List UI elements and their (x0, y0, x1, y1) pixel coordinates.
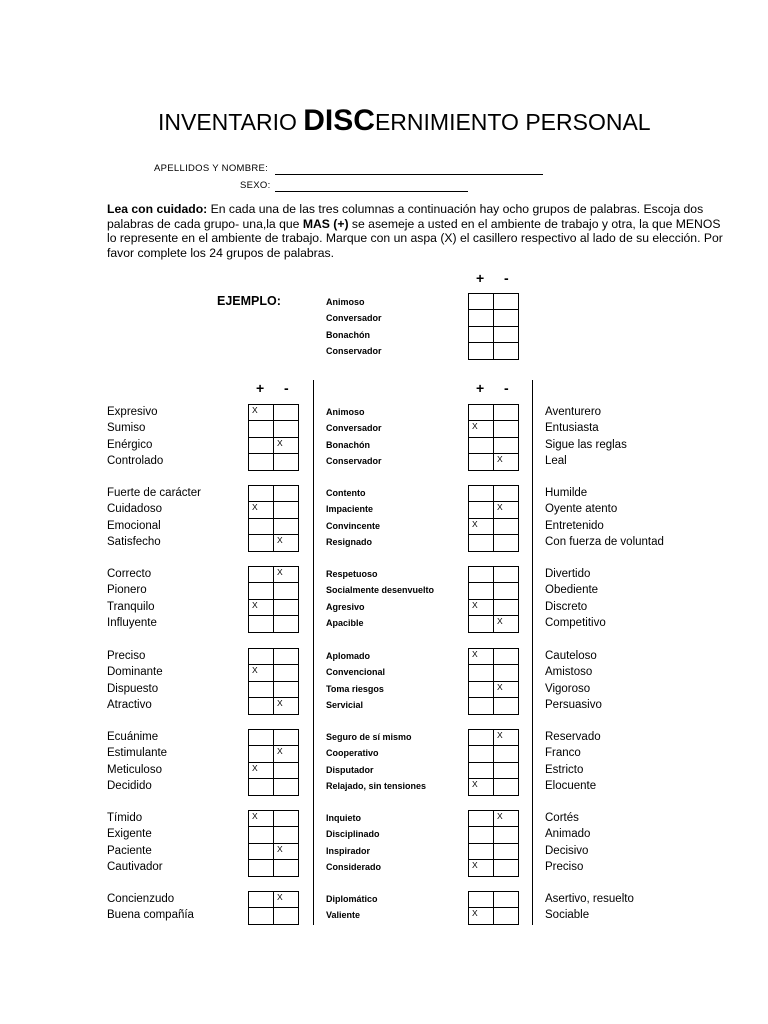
checkbox-row (469, 518, 519, 534)
checkbox-row (249, 454, 299, 470)
col3-word: Oyente atento (545, 503, 618, 516)
plus-checkbox[interactable] (469, 583, 494, 599)
col2-checkbox-grid[interactable] (468, 566, 519, 633)
minus-checkbox[interactable] (494, 892, 519, 908)
col1-word: Concienzudo (107, 893, 175, 905)
instructions (107, 202, 768, 260)
plus-checkbox[interactable] (469, 762, 494, 778)
minus-checkbox[interactable] (274, 405, 299, 421)
checkbox-row (249, 762, 299, 778)
col1-word: Cautivador (107, 861, 163, 874)
minus-checkbox[interactable] (274, 860, 299, 876)
col2-word: Aplomado (326, 651, 370, 661)
col2-minus-header: - (504, 380, 509, 396)
minus-checkbox[interactable] (494, 779, 519, 795)
minus-checkbox[interactable]: X (494, 616, 519, 632)
col1-word: Meticuloso (107, 763, 162, 776)
col2-word: Conversador (326, 423, 382, 434)
column-divider-2 (532, 380, 533, 925)
col1-word: Pionero (107, 584, 147, 597)
col1-word: Paciente (107, 844, 152, 857)
col3-word: Divertido (545, 568, 591, 580)
example-minus-header: - (504, 270, 509, 286)
checkbox-row (249, 405, 299, 421)
minus-checkbox[interactable] (494, 294, 519, 310)
checkbox-row (469, 843, 519, 859)
col1-checkbox-grid[interactable] (248, 729, 299, 796)
col2-word: Disciplinado (326, 829, 380, 840)
checkbox-row (469, 599, 519, 615)
plus-checkbox[interactable] (469, 746, 494, 762)
minus-checkbox[interactable] (274, 665, 299, 681)
plus-checkbox[interactable] (249, 892, 274, 908)
minus-checkbox[interactable]: X (494, 730, 519, 746)
plus-checkbox[interactable] (249, 730, 274, 746)
minus-checkbox[interactable] (494, 827, 519, 843)
checkbox-row (249, 860, 299, 876)
plus-checkbox[interactable] (469, 698, 494, 714)
checkbox-row (469, 343, 519, 359)
minus-checkbox[interactable] (494, 599, 519, 615)
plus-checkbox[interactable] (249, 649, 274, 665)
col2-word: Respetuoso (326, 569, 378, 579)
col1-word: Expresivo (107, 406, 158, 418)
col3-word: Franco (545, 747, 581, 760)
col3-word: Cortés (545, 812, 579, 824)
checkbox-row (249, 665, 299, 681)
checkbox-row (469, 665, 519, 681)
plus-checkbox[interactable] (249, 746, 274, 762)
minus-checkbox[interactable] (494, 843, 519, 859)
checkbox-row (469, 779, 519, 795)
plus-checkbox[interactable]: X (469, 649, 494, 665)
col2-plus-header: + (476, 380, 485, 396)
col1-checkbox-grid[interactable] (248, 648, 299, 715)
col3-word: Entusiasta (545, 422, 599, 435)
col1-word: Sumiso (107, 422, 146, 435)
minus-checkbox[interactable] (274, 811, 299, 827)
minus-checkbox[interactable] (274, 908, 299, 924)
minus-checkbox[interactable] (494, 518, 519, 534)
minus-checkbox[interactable] (494, 486, 519, 502)
plus-checkbox[interactable] (249, 779, 274, 795)
col1-word: Correcto (107, 568, 152, 580)
col2-word: Impaciente (326, 504, 374, 515)
col3-word: Reservado (545, 731, 601, 743)
instructions-line1: En cada una de las tres columnas a continuación hay ocho grupos de palabras. Escoja dos (207, 202, 704, 216)
col3-word: Con fuerza de voluntad (545, 536, 664, 549)
minus-checkbox[interactable] (494, 665, 519, 681)
minus-checkbox[interactable]: X (274, 892, 299, 908)
plus-checkbox[interactable] (249, 616, 274, 632)
checkbox-row (469, 698, 519, 714)
col2-checkbox-grid[interactable] (468, 485, 519, 552)
checkbox-row (249, 502, 299, 518)
checkbox-row (469, 437, 519, 453)
col2-word: Diplomático (326, 894, 378, 904)
checkbox-row (249, 567, 299, 583)
instructions-line4: favor complete los 24 grupos de palabras. (107, 245, 334, 260)
checkbox-row (469, 486, 519, 502)
plus-checkbox[interactable] (469, 827, 494, 843)
col3-word: Animado (545, 828, 591, 841)
minus-checkbox[interactable] (274, 486, 299, 502)
col2-word: Convincente (326, 520, 381, 531)
checkbox-row (469, 827, 519, 843)
plus-checkbox[interactable] (469, 567, 494, 583)
col2-word: Inspirador (326, 845, 371, 856)
col1-word: Preciso (107, 650, 146, 662)
checkbox-row (469, 294, 519, 310)
plus-checkbox[interactable] (469, 535, 494, 551)
minus-checkbox[interactable] (494, 649, 519, 665)
col1-minus-header: - (284, 380, 289, 396)
col1-checkbox-grid[interactable] (248, 891, 299, 925)
col3-word: Persuasivo (545, 699, 602, 712)
checkbox-row (469, 616, 519, 632)
col2-word: Bonachón (326, 439, 370, 450)
example-word: Animoso (326, 297, 365, 307)
col2-word: Animoso (326, 407, 365, 417)
plus-checkbox[interactable] (249, 908, 274, 924)
checkbox-row (469, 811, 519, 827)
minus-checkbox[interactable] (494, 762, 519, 778)
plus-checkbox[interactable] (469, 294, 494, 310)
checkbox-row (249, 583, 299, 599)
col2-checkbox-grid[interactable] (468, 891, 519, 925)
minus-checkbox[interactable] (494, 421, 519, 437)
checkbox-row (469, 762, 519, 778)
checkbox-row (249, 827, 299, 843)
col1-word: Satisfecho (107, 536, 161, 549)
checkbox-row (249, 892, 299, 908)
plus-checkbox[interactable] (469, 486, 494, 502)
col2-word: Disputador (326, 764, 374, 775)
minus-checkbox[interactable]: X (494, 811, 519, 827)
col2-word: Resignado (326, 537, 373, 548)
instructions-line2-pre: palabras de cada grupo- una,la que (107, 216, 303, 231)
minus-checkbox[interactable] (274, 730, 299, 746)
checkbox-row (249, 698, 299, 714)
checkbox-row (469, 405, 519, 421)
checkbox-row (249, 649, 299, 665)
plus-checkbox[interactable]: X (469, 779, 494, 795)
example-plus-header: + (476, 270, 485, 286)
minus-checkbox[interactable] (274, 454, 299, 470)
title-disc: DISC (303, 104, 375, 137)
minus-checkbox[interactable] (494, 326, 519, 342)
plus-checkbox[interactable] (469, 616, 494, 632)
col1-word: Dominante (107, 666, 163, 679)
checkbox-row (249, 746, 299, 762)
plus-checkbox[interactable] (469, 502, 494, 518)
instructions-line2-post: se asemeje a usted en el ambiente de trabajo y otra, la que MENOS (348, 216, 721, 231)
minus-checkbox[interactable] (274, 421, 299, 437)
minus-checkbox[interactable] (494, 405, 519, 421)
plus-checkbox[interactable]: X (249, 762, 274, 778)
col1-word: Controlado (107, 455, 164, 468)
checkbox-row (469, 326, 519, 342)
instructions-line3: lo represente en el ambiente de trabajo. Marque con un aspa (X) el casillero respectivo al lado de su elección. Por (107, 231, 723, 245)
checkbox-row (249, 599, 299, 615)
col2-checkbox-grid[interactable] (468, 729, 519, 796)
col1-plus-header: + (256, 380, 265, 396)
col3-word: Competitivo (545, 617, 606, 630)
col1-word: Enérgico (107, 438, 153, 451)
minus-checkbox[interactable]: X (274, 843, 299, 859)
col2-word: Seguro de sí mismo (326, 732, 412, 742)
plus-checkbox[interactable] (469, 665, 494, 681)
checkbox-row (469, 892, 519, 908)
minus-checkbox[interactable] (494, 746, 519, 762)
col1-word: Cuidadoso (107, 503, 162, 516)
checkbox-row (469, 681, 519, 697)
col2-word: Servicial (326, 700, 364, 711)
col2-word: Agresivo (326, 601, 365, 612)
minus-checkbox[interactable]: X (274, 437, 299, 453)
plus-checkbox[interactable] (469, 310, 494, 326)
col1-word: Ecuánime (107, 731, 159, 743)
col2-word: Apacible (326, 618, 364, 629)
checkbox-row (249, 518, 299, 534)
plus-checkbox[interactable]: X (469, 908, 494, 924)
plus-checkbox[interactable] (469, 454, 494, 470)
plus-checkbox[interactable] (249, 567, 274, 583)
checkbox-row (249, 535, 299, 551)
checkbox-row (469, 502, 519, 518)
column-divider-1 (313, 380, 314, 925)
checkbox-row (469, 535, 519, 551)
example-word: Bonachón (326, 329, 370, 340)
col2-word: Relajado, sin tensiones (326, 781, 427, 792)
plus-checkbox[interactable] (249, 583, 274, 599)
plus-checkbox[interactable]: X (249, 665, 274, 681)
plus-checkbox[interactable]: X (249, 811, 274, 827)
example-label: EJEMPLO: (217, 294, 281, 308)
checkbox-row (249, 486, 299, 502)
checkbox-row (249, 730, 299, 746)
plus-checkbox[interactable] (249, 843, 274, 859)
col1-word: Atractivo (107, 699, 152, 712)
minus-checkbox[interactable]: X (274, 567, 299, 583)
col1-checkbox-grid[interactable] (248, 404, 299, 471)
title-part1: INVENTARIO (158, 109, 304, 135)
col1-word: Exigente (107, 828, 152, 841)
plus-checkbox[interactable] (249, 437, 274, 453)
col3-word: Sigue las reglas (545, 438, 627, 451)
col3-word: Preciso (545, 861, 584, 874)
checkbox-row (469, 908, 519, 924)
plus-checkbox[interactable]: X (249, 599, 274, 615)
plus-checkbox[interactable] (469, 437, 494, 453)
col3-word: Estricto (545, 763, 584, 776)
plus-checkbox[interactable] (469, 405, 494, 421)
checkbox-row (249, 779, 299, 795)
sexo-label: SEXO: (240, 180, 271, 191)
checkbox-row (469, 860, 519, 876)
minus-checkbox[interactable] (494, 583, 519, 599)
minus-checkbox[interactable]: X (274, 746, 299, 762)
checkbox-row (469, 310, 519, 326)
checkbox-row (469, 746, 519, 762)
checkbox-row (469, 730, 519, 746)
checkbox-row (249, 616, 299, 632)
col3-word: Entretenido (545, 519, 604, 532)
minus-checkbox[interactable] (494, 437, 519, 453)
instructions-bold: Lea con cuidado: (107, 202, 208, 216)
minus-checkbox[interactable] (274, 827, 299, 843)
plus-checkbox[interactable] (249, 681, 274, 697)
plus-checkbox[interactable]: X (469, 518, 494, 534)
plus-checkbox[interactable] (469, 681, 494, 697)
checkbox-row (249, 811, 299, 827)
col2-word: Valiente (326, 910, 361, 921)
plus-checkbox[interactable] (469, 892, 494, 908)
col1-checkbox-grid[interactable] (248, 810, 299, 877)
col1-word: Dispuesto (107, 682, 159, 695)
example-word: Conservador (326, 346, 382, 357)
plus-checkbox[interactable]: X (469, 860, 494, 876)
plus-checkbox[interactable]: X (469, 421, 494, 437)
col1-word: Decidido (107, 780, 152, 793)
minus-checkbox[interactable] (274, 518, 299, 534)
plus-checkbox[interactable]: X (249, 405, 274, 421)
plus-checkbox[interactable] (469, 343, 494, 359)
col3-word: Decisivo (545, 844, 589, 857)
col3-word: Amistoso (545, 666, 593, 679)
col1-checkbox-grid[interactable] (248, 485, 299, 552)
plus-checkbox[interactable] (469, 730, 494, 746)
minus-checkbox[interactable] (274, 616, 299, 632)
col1-word: Fuerte de carácter (107, 487, 201, 499)
minus-checkbox[interactable]: X (494, 454, 519, 470)
minus-checkbox[interactable]: X (494, 502, 519, 518)
title-rest: ERNIMIENTO PERSONAL (374, 109, 651, 135)
col3-word: Humilde (545, 487, 588, 499)
minus-checkbox[interactable]: X (274, 698, 299, 714)
checkbox-row (249, 421, 299, 437)
plus-checkbox[interactable]: X (469, 599, 494, 615)
col2-word: Socialmente desenvuelto (326, 585, 435, 596)
minus-checkbox[interactable] (494, 908, 519, 924)
minus-checkbox[interactable]: X (494, 681, 519, 697)
col2-word: Convencional (326, 667, 386, 678)
example-word: Conversador (326, 313, 382, 324)
col3-word: Sociable (545, 909, 590, 922)
checkbox-row (249, 843, 299, 859)
col1-word: Emocional (107, 519, 161, 532)
checkbox-row (469, 583, 519, 599)
col1-checkbox-grid[interactable] (248, 566, 299, 633)
minus-checkbox[interactable] (274, 583, 299, 599)
minus-checkbox[interactable] (274, 762, 299, 778)
col2-word: Conservador (326, 456, 382, 467)
plus-checkbox[interactable] (249, 518, 274, 534)
col2-checkbox-grid[interactable] (468, 648, 519, 715)
plus-checkbox[interactable]: X (249, 502, 274, 518)
plus-checkbox[interactable] (249, 860, 274, 876)
page-title (158, 104, 768, 138)
col2-word: Contento (326, 488, 366, 498)
minus-checkbox[interactable] (274, 779, 299, 795)
minus-checkbox[interactable] (494, 860, 519, 876)
col1-word: Tímido (107, 812, 143, 824)
checkbox-row (469, 454, 519, 470)
minus-checkbox[interactable] (494, 535, 519, 551)
minus-checkbox[interactable] (494, 567, 519, 583)
minus-checkbox[interactable] (274, 502, 299, 518)
checkbox-row (249, 681, 299, 697)
plus-checkbox[interactable] (249, 454, 274, 470)
plus-checkbox[interactable] (249, 421, 274, 437)
minus-checkbox[interactable] (494, 343, 519, 359)
col1-word: Buena compañía (107, 909, 194, 922)
plus-checkbox[interactable] (469, 326, 494, 342)
col3-word: Discreto (545, 600, 588, 613)
plus-checkbox[interactable] (249, 535, 274, 551)
instructions-mas: MAS (+) (302, 216, 349, 231)
sexo-field[interactable] (275, 191, 468, 192)
col2-word: Inquieto (326, 813, 361, 823)
col3-word: Elocuente (545, 780, 597, 793)
col2-checkbox-grid[interactable] (468, 810, 519, 877)
col1-word: Influyente (107, 617, 157, 630)
minus-checkbox[interactable] (494, 698, 519, 714)
col2-checkbox-grid[interactable] (468, 404, 519, 471)
minus-checkbox[interactable] (274, 649, 299, 665)
col3-word: Asertivo, resuelto (545, 893, 634, 905)
col3-word: Obediente (545, 584, 599, 597)
checkbox-row (249, 437, 299, 453)
col3-word: Cauteloso (545, 650, 597, 662)
minus-checkbox[interactable] (274, 681, 299, 697)
checkbox-row (469, 567, 519, 583)
plus-checkbox[interactable] (469, 811, 494, 827)
col2-word: Toma riesgos (326, 683, 384, 694)
minus-checkbox[interactable]: X (274, 535, 299, 551)
plus-checkbox[interactable] (249, 827, 274, 843)
minus-checkbox[interactable] (274, 599, 299, 615)
plus-checkbox[interactable] (469, 843, 494, 859)
apellidos-label: APELLIDOS Y NOMBRE: (154, 163, 269, 174)
checkbox-row (249, 908, 299, 924)
example-checkbox-grid[interactable] (468, 293, 519, 360)
col2-word: Considerado (326, 862, 382, 873)
minus-checkbox[interactable] (494, 310, 519, 326)
plus-checkbox[interactable] (249, 486, 274, 502)
col2-word: Cooperativo (326, 748, 379, 759)
col1-word: Tranquilo (107, 600, 155, 613)
plus-checkbox[interactable] (249, 698, 274, 714)
apellidos-field[interactable] (275, 174, 543, 175)
col3-word: Leal (545, 455, 567, 468)
col3-word: Vigoroso (545, 682, 591, 695)
col1-word: Estimulante (107, 747, 168, 760)
checkbox-row (469, 649, 519, 665)
checkbox-row (469, 421, 519, 437)
col3-word: Aventurero (545, 406, 602, 418)
